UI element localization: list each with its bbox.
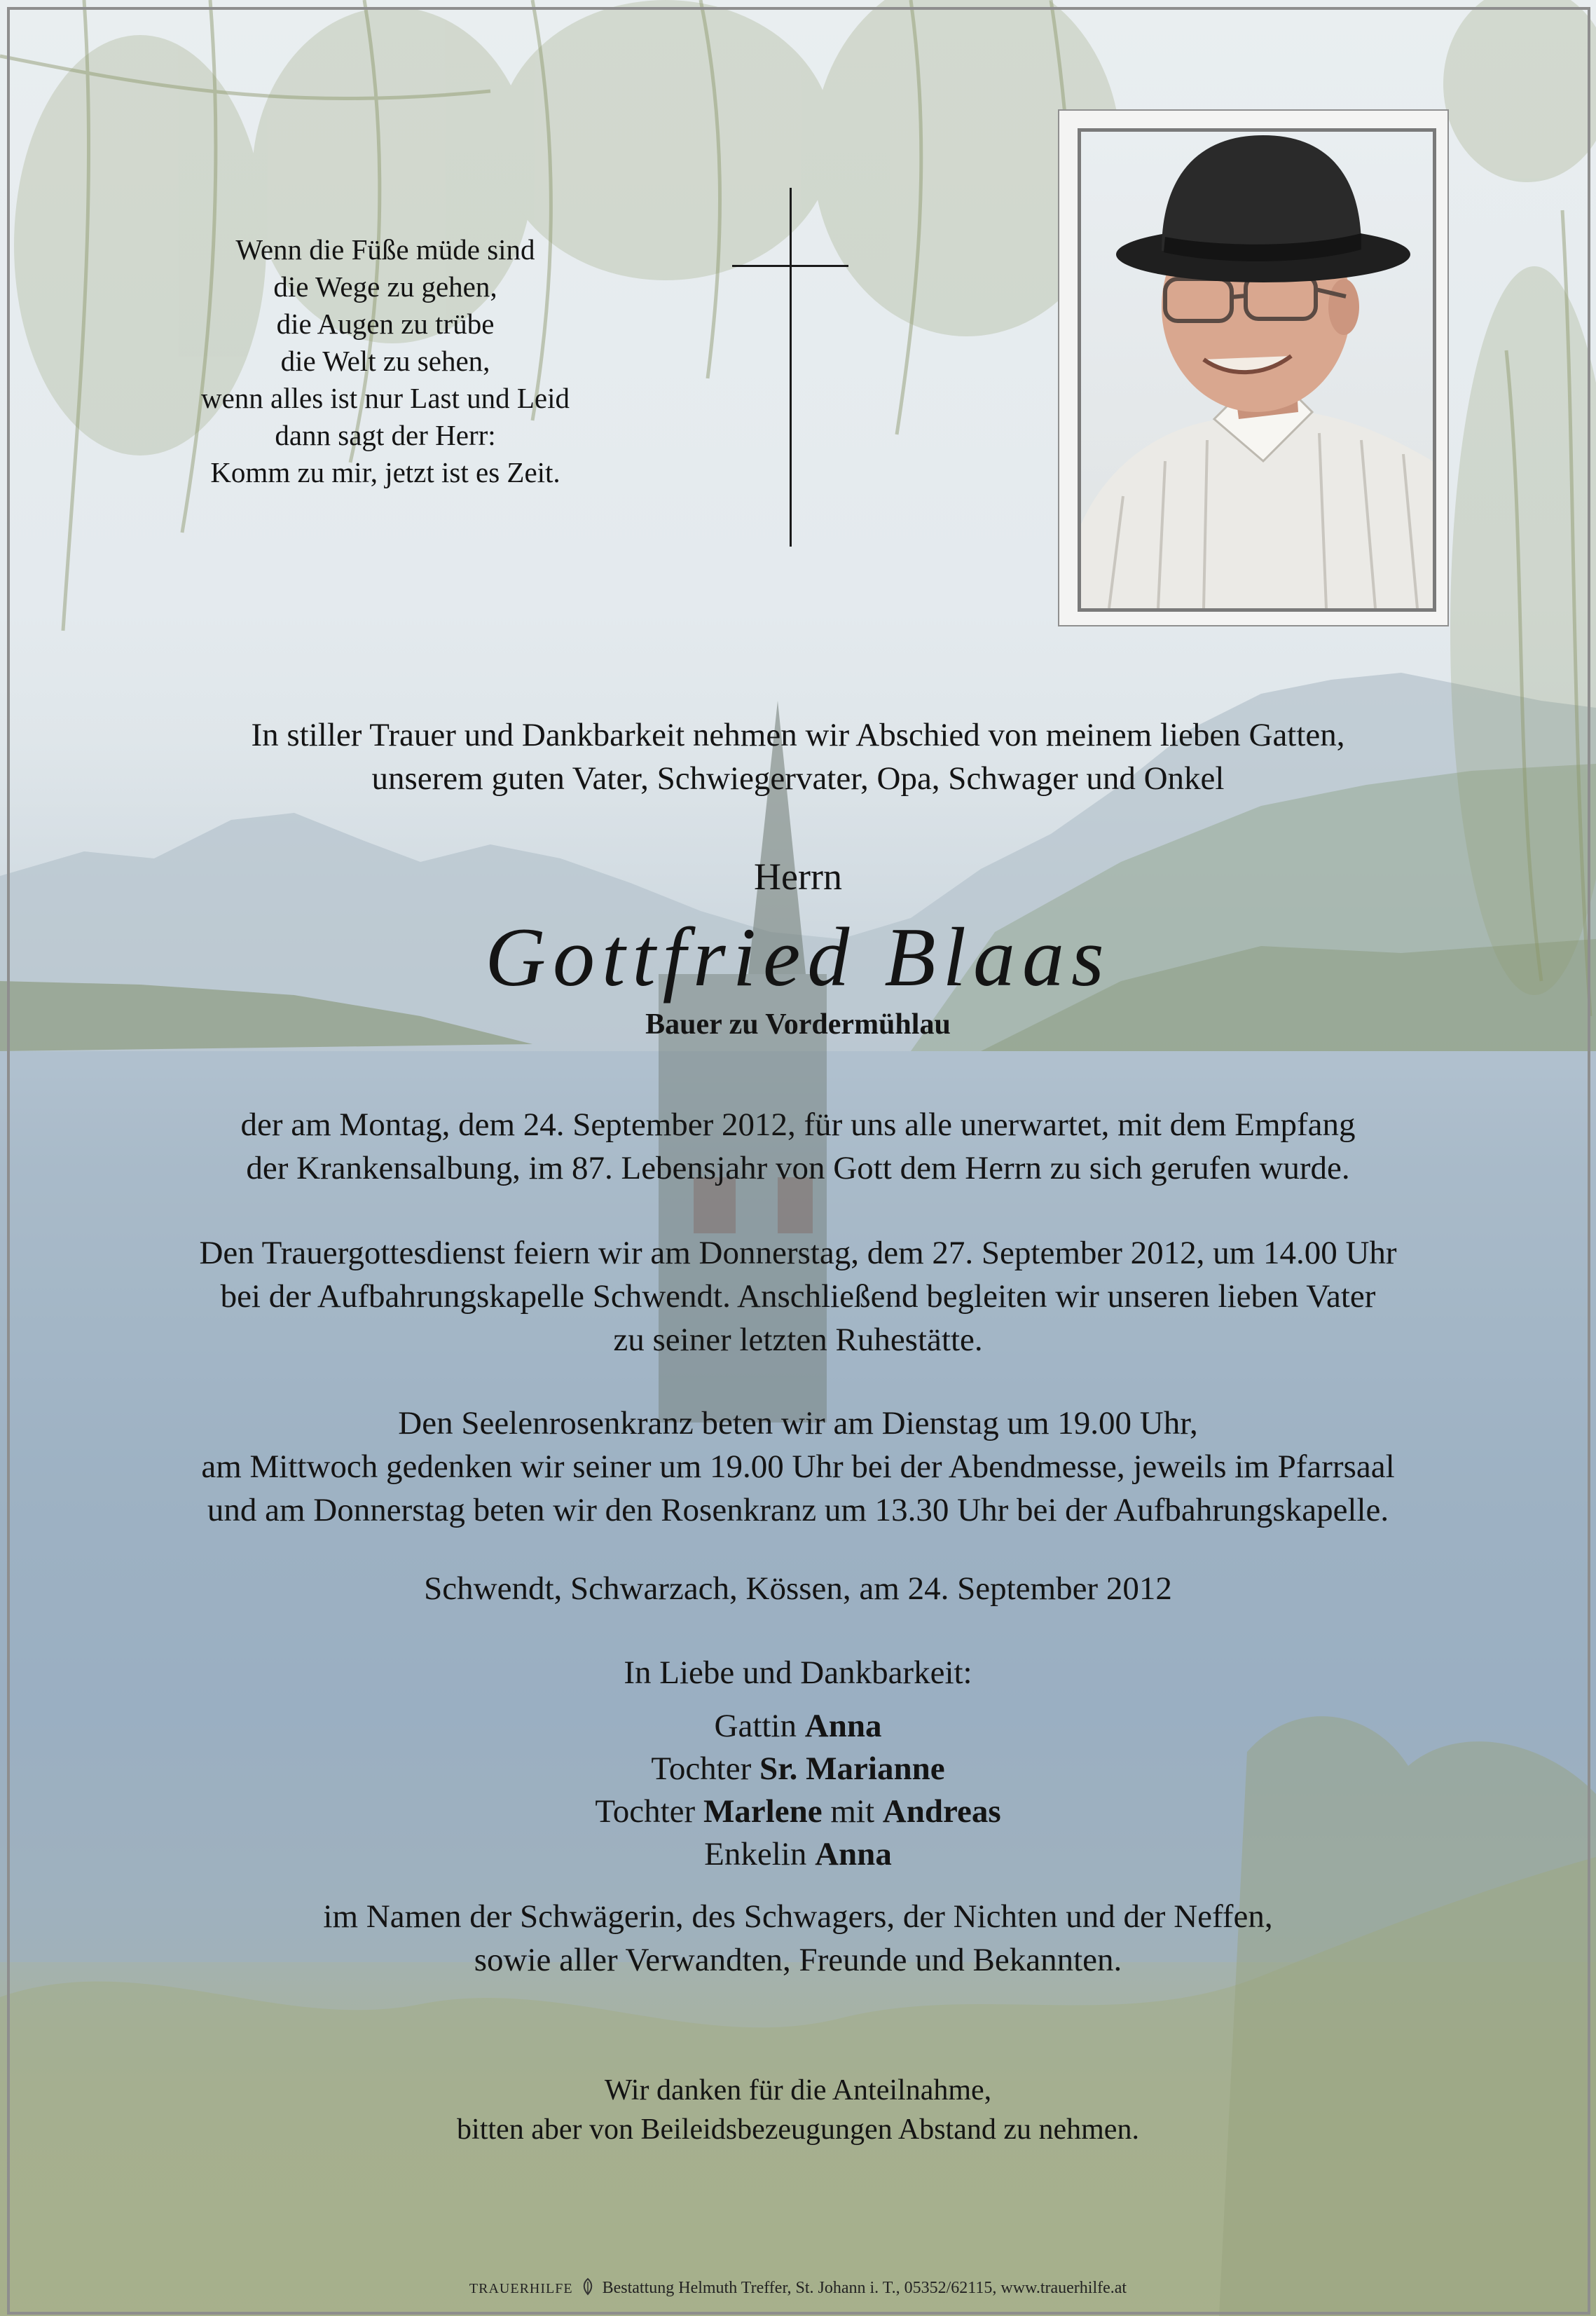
poem-line: wenn alles ist nur Last und Leid	[200, 382, 570, 414]
poem-line: Wenn die Füße müde sind	[235, 233, 535, 266]
mourner-granddaughter	[0, 1833, 1596, 1876]
intro-line: In stiller Trauer und Dankbarkeit nehmen wir Abschied von meinem lieben Gatten,	[251, 717, 1345, 753]
portrait-illustration	[1081, 132, 1433, 608]
thanks-note	[0, 2071, 1596, 2149]
mourners-others	[0, 1895, 1596, 1982]
relation-label: Enkelin	[704, 1836, 816, 1872]
death-notice-line: der Krankensalbung, im 87. Lebensjahr von Gott dem Herrn zu sich gerufen wurde.	[246, 1150, 1350, 1186]
mourner-daughter	[0, 1790, 1596, 1833]
deceased-name: Gottfried Blaas	[485, 910, 1111, 1003]
relation-label: Gattin	[714, 1708, 805, 1744]
cross-horizontal-bar	[732, 265, 848, 267]
footer-text: Bestattung Helmuth Treffer, St. Johann i. T., 05352/62115, www.trauerhilfe.at	[602, 2279, 1127, 2297]
footer	[0, 2277, 1596, 2298]
poem-line: die Augen zu trübe	[276, 308, 495, 340]
funeral-line: zu seiner letzten Ruhestätte.	[613, 1322, 983, 1358]
poem	[140, 231, 631, 491]
mourner-name: Anna	[804, 1708, 882, 1744]
mourner-wife	[0, 1705, 1596, 1748]
mourner-name: Marlene	[703, 1793, 823, 1830]
salutation: Herrn	[754, 856, 842, 898]
relation-label: Tochter	[595, 1793, 703, 1830]
others-line: sowie aller Verwandten, Freunde und Bekannten.	[474, 1942, 1122, 1978]
rosary-line: am Mittwoch gedenken wir seiner um 19.00 Uhr bei der Abendmesse, jeweils im Pfarrsaal	[201, 1448, 1395, 1485]
mourner-daughter	[0, 1748, 1596, 1790]
rosary-info	[0, 1402, 1596, 1532]
cross-vertical-bar	[790, 188, 792, 547]
death-notice-line: der am Montag, dem 24. September 2012, für uns alle unerwartet, mit dem Empfang	[240, 1106, 1356, 1143]
funeral-info	[0, 1231, 1596, 1362]
place-date: Schwendt, Schwarzach, Kössen, am 24. September 2012	[424, 1570, 1172, 1607]
poem-line: Komm zu mir, jetzt ist es Zeit.	[210, 456, 560, 488]
rosary-line: Den Seelenrosenkranz beten wir am Dienstag um 19.00 Uhr,	[398, 1405, 1198, 1441]
hat-crown	[1162, 135, 1361, 251]
mourner-name: Sr. Marianne	[759, 1750, 945, 1787]
poem-line: dann sagt der Herr:	[275, 419, 496, 451]
relation-label: Tochter	[651, 1750, 759, 1787]
footer-brand: TRAUERHILFE	[469, 2281, 573, 2296]
thanks-line: Wir danken für die Anteilnahme,	[604, 2074, 992, 2106]
intro-text	[0, 713, 1596, 800]
poem-line: die Welt zu sehen,	[280, 345, 490, 377]
thanks-line: bitten aber von Beileidsbezeugungen Abstand zu nehmen.	[457, 2113, 1139, 2146]
intro-line: unserem guten Vater, Schwiegervater, Opa, Schwager und Onkel	[371, 760, 1225, 797]
portrait-photo	[1078, 128, 1436, 612]
funeral-line: Den Trauergottesdienst feiern wir am Donnerstag, dem 27. September 2012, um 14.00 Uhr	[199, 1235, 1397, 1271]
leaf-logo-icon	[580, 2277, 596, 2296]
relation-connector: mit	[822, 1793, 883, 1830]
ear	[1328, 279, 1359, 335]
rosary-line: und am Donnerstag beten wir den Rosenkranz um 13.30 Uhr bei der Aufbahrungskapelle.	[207, 1492, 1389, 1528]
mourners-list	[0, 1705, 1596, 1876]
mourners-heading: In Liebe und Dankbarkeit:	[624, 1654, 972, 1691]
deceased-occupation: Bauer zu Vordermühlau	[645, 1008, 951, 1041]
mourner-name: Andreas	[882, 1793, 1001, 1830]
poem-line: die Wege zu gehen,	[273, 270, 497, 303]
funeral-line: bei der Aufbahrungskapelle Schwendt. Anschließend begleiten wir unseren lieben Vater	[220, 1278, 1376, 1315]
mourner-name: Anna	[815, 1836, 892, 1872]
death-notice	[0, 1103, 1596, 1190]
others-line: im Namen der Schwägerin, des Schwagers, der Nichten und der Neffen,	[323, 1898, 1273, 1935]
